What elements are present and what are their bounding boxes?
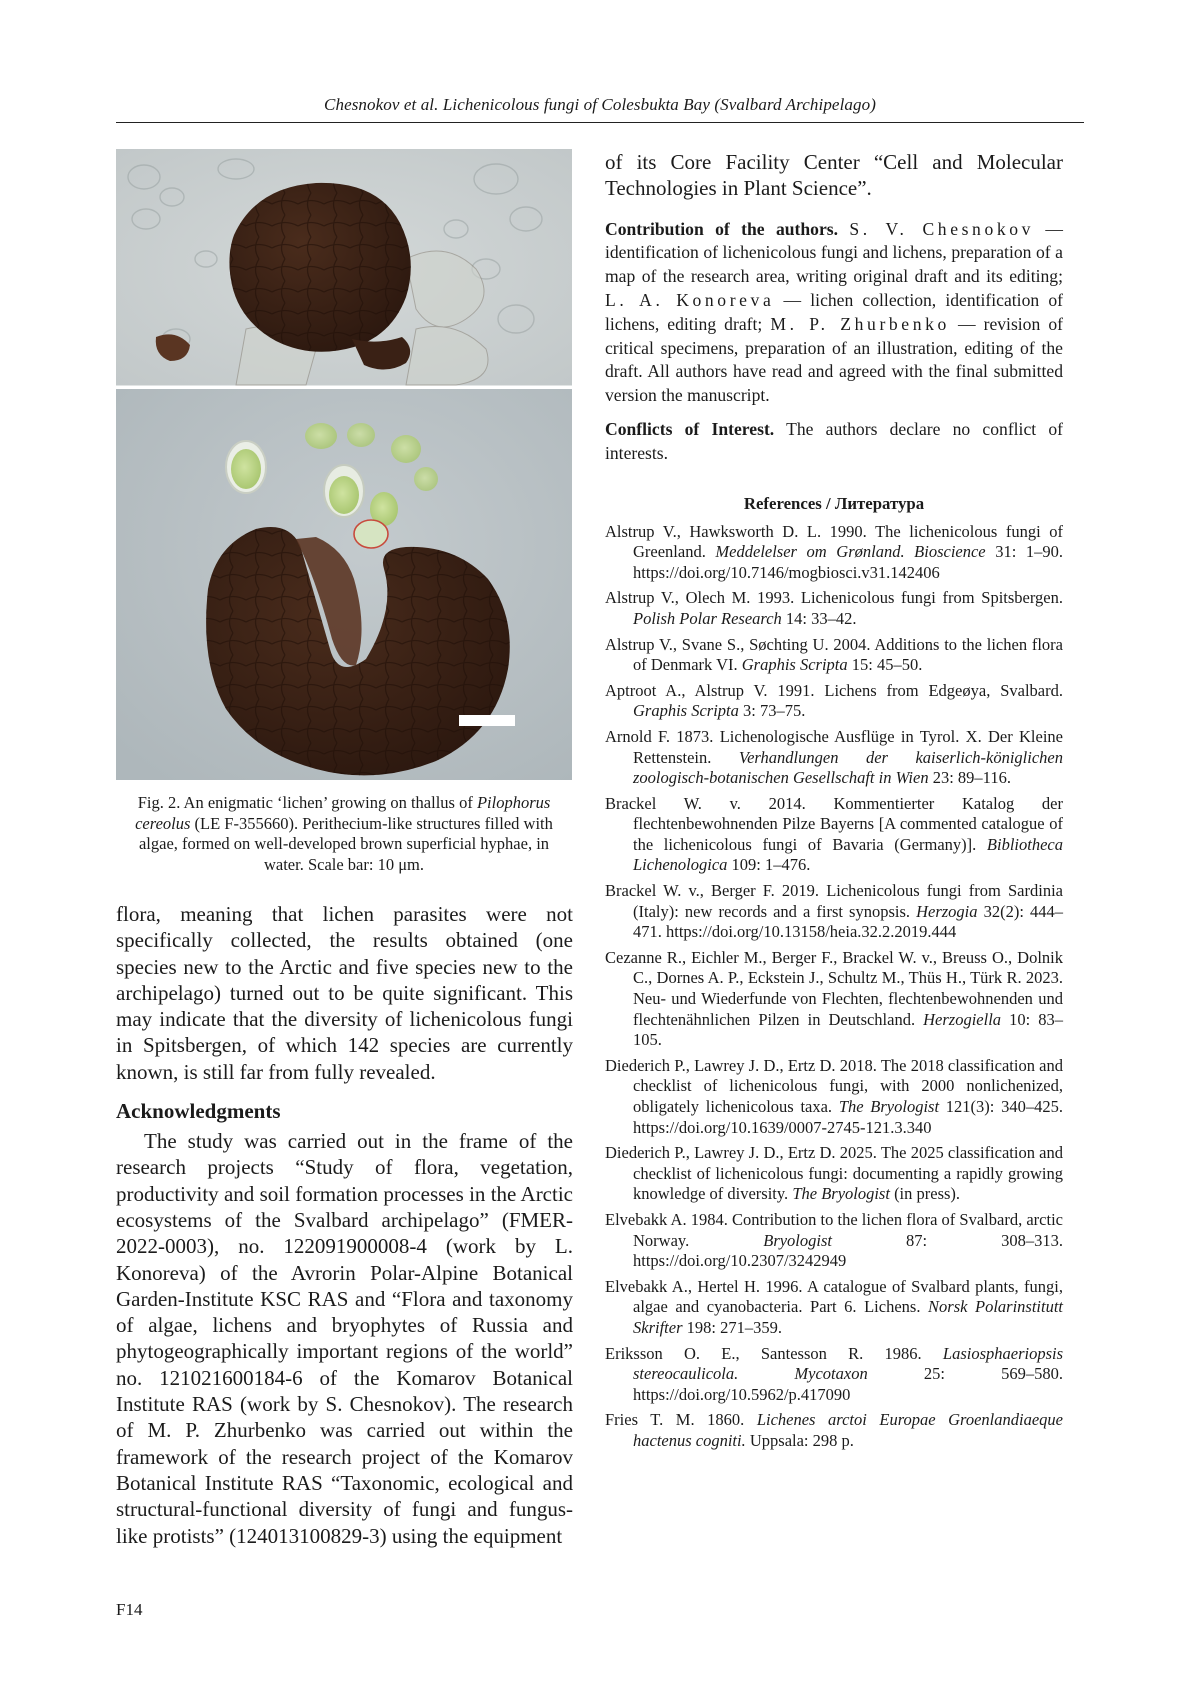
right-column [605, 149, 1063, 1457]
figure-caption: Fig. 2. An enigmatic ‘lichen’ growing on thallus of Pilophorus cereolus (LE F-355660). Perithecium-like structures filled with algae, formed on well-developed brown superficial hyphae, in water. Scale bar: 10 μm. [135, 793, 553, 874]
reference-item: Brackel W. v. 2014. Kommentierter Katalog der flechtenbewohnenden Pilze Bayerns [A commented catalogue of the lichenicolous fungi of Bavaria (Germany)]. Bibliotheca Lichenologica 109: 1–476. [605, 793, 1063, 875]
acknowledgments-heading: Acknowledgments [116, 1099, 281, 1124]
figure-2 [116, 149, 572, 875]
reference-list [605, 522, 1063, 1452]
micrograph-image [116, 149, 572, 780]
reference-item: Alstrup V., Hawksworth D. L. 1990. The lichenicolous fungi of Greenland. Meddelelser om Grønland. Bioscience 31: 1–90. https://doi.org/10.7146/mogbiosci.v31.142406 [605, 521, 1063, 582]
reference-item: Arnold F. 1873. Lichenologische Ausflüge in Tyrol. X. Der Kleine Rettenstein. Verhandlungen der kaiserlich-königlichen zoologisch-botanischen Gesellschaft in Wien 23: 89–116. [605, 726, 1063, 788]
reference-item: Elvebakk A., Hertel H. 1996. A catalogue of Svalbard plants, fungi, algae and cyanobacteria. Part 6. Lichens. Norsk Polarinstitutt Skrifter 198: 271–359. [605, 1276, 1064, 1337]
reference-item: Cezanne R., Eichler M., Berger F., Brackel W. v., Breuss O., Dolnik C., Dornes A. P., Eckstein J., Schultz M., Thüs H., Türk R. 2023. Neu- und Wiederfunde von Flechten, flechtenbewohnenden und flechtenähnlichen Pilzen in Deutschland. Herzogiella 10: 83–105. [605, 947, 1063, 1050]
header-divider [116, 122, 1084, 123]
reference-item: Aptroot A., Alstrup V. 1991. Lichens from Edgeøya, Svalbard. Graphis Scripta 3: 73–75. [605, 680, 1063, 721]
reference-item: Fries T. M. 1860. Lichenes arctoi Europae Groenlandiaeque hactenus cogniti. Uppsala: 298 p. [605, 1410, 1063, 1450]
reference-item: Diederich P., Lawrey J. D., Ertz D. 2025. The 2025 classification and checklist of lichenicolous fungi: documenting a rapidly growing knowledge of diversity. The Bryologist (in press). [605, 1143, 1063, 1204]
left-column [116, 149, 573, 1549]
reference-item: Brackel W. v., Berger F. 2019. Lichenicolous fungi from Sardinia (Italy): new records and a first synopsis. Herzogia 32(2): 444–471. https://doi.org/10.13158/heia.32.2.2019.444 [605, 881, 1063, 942]
acknowledgments-text: The study was carried out in the frame of the research projects “Study of flora, vegetation, productivity and soil formation processes in the Arctic ecosystems of the Svalbard archipelago” (FMER-2022-0003), no. 122091900008-4 (work by L. Konoreva) of the Avrorin Polar-Alpine Botanical Garden-Institute KSC RAS and “Flora and taxonomy of algae, lichens and bryophytes of Russia and phytogeographically important regions of the world” no. 121021600184-6 of the Komarov Botanical Institute RAS (work by S. Chesnokov). The research of M. P. Zhurbenko was carried out within the framework of the research project of the Komarov Botanical Institute RAS “Taxonomic, ecological and structural-functional diversity of fungi and fungus-like protists” (124013100829-3) using the equipment [116, 1129, 573, 1548]
reference-item: Eriksson O. E., Santesson R. 1986. Lasiosphaeriopsis stereocaulicola. Mycotaxon 25: 569–580. https://doi.org/10.5962/p.417090 [605, 1343, 1063, 1404]
acknowledgments-continuation: of its Core Facility Center “Cell and Molecular Technologies in Plant Science”. [605, 150, 1063, 201]
running-header: Chesnokov et al. Lichenicolous fungi of Colesbukta Bay (Svalbard Archipelago) [324, 95, 876, 114]
reference-item: Alstrup V., Olech M. 1993. Lichenicolous fungi from Spitsbergen. Polish Polar Research 14: 33–42. [605, 588, 1063, 628]
scale-bar [459, 715, 515, 726]
discussion-paragraph: flora, meaning that lichen parasites were not specifically collected, the results obtained (one species new to the Arctic and five species new to the archipelago) turned out to be quite significant. This may indicate that the diversity of lichenicolous fungi in Spitsbergen, of which 142 species are currently known, is still far from fully revealed. [116, 902, 573, 1084]
conflicts-of-interest: Conflicts of Interest. The authors declare no conflict of interests. [605, 418, 1064, 463]
author-contribution: Contribution of the authors. S. V. Chesnokov — identification of lichenicolous fungi and lichens, preparation of a map of the research area, writing original draft and its editing; L. A. Konoreva — lichen collection, identification of lichens, editing draft; M. P. Zhurbenko — revision of critical specimens, preparation of an illustration, editing of the draft. All authors have read and agreed with the final submitted version the manuscript. [605, 218, 1064, 406]
page-number: F14 [116, 1600, 143, 1619]
references-heading: References / Литература [743, 493, 925, 513]
reference-item: Elvebakk A. 1984. Contribution to the lichen flora of Svalbard, arctic Norway. Bryologist 87: 308–313. https://doi.org/10.2307/3242949 [605, 1209, 1063, 1271]
reference-item: Alstrup V., Svane S., Søchting U. 2004. Additions to the lichen flora of Denmark VI. Graphis Scripta 15: 45–50. [605, 634, 1063, 675]
reference-item: Diederich P., Lawrey J. D., Ertz D. 2018. The 2018 classification and checklist of lichenicolous fungi, with 2000 nonlichenized, obligately lichenicolous taxa. The Bryologist 121(3): 340–425. https://doi.org/10.1639/0007-2745-121.3.340 [605, 1055, 1064, 1137]
